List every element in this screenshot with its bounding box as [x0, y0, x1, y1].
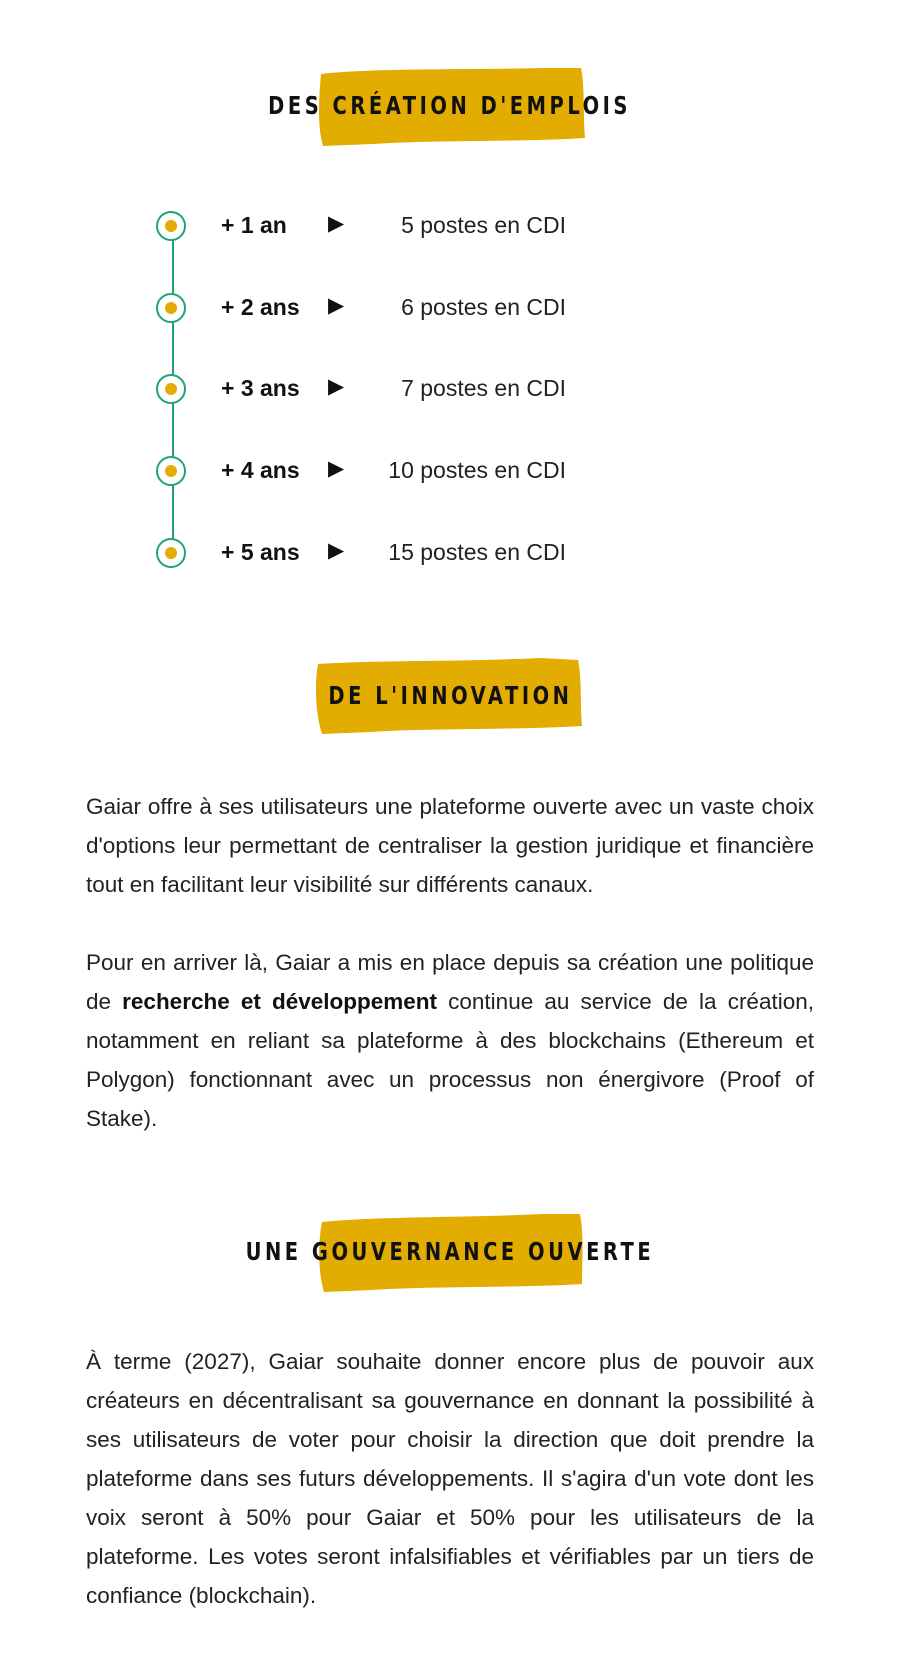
timeline-dot-icon [156, 538, 186, 568]
play-arrow-icon: ▶ [328, 374, 345, 398]
governance-section-heading [0, 1212, 900, 1292]
timeline-value: 5 postes en CDI [401, 212, 566, 238]
innovation-paragraph-2 [86, 943, 814, 1138]
innovation-paragraph-2-highlight: recherche et développement [122, 989, 438, 1014]
timeline-value: 10 postes en CDI [388, 457, 566, 483]
timeline-item [0, 290, 900, 330]
play-arrow-icon: ▶ [328, 456, 345, 480]
governance-paragraph: À terme (2027), Gaiar souhaite donner encore plus de pouvoir aux créateurs en décentralisant sa gouvernance en donnant la possibilité à ses utilisateurs de voter pour choisir la direction que doit prendre la plateforme dans ses futurs développements. Il s'agira d'un vote dont les voix seront à 50% pour Gaiar et 50% pour les utilisateurs de la plateforme. Les votes seront infalsifiables et vérifiables par un tiers de confiance (blockchain). [86, 1349, 814, 1608]
timeline-dot-icon [156, 293, 186, 323]
innovation-paragraph-2-end: continue au service de la création, notamment en reliant sa plateforme à des blockchains (Ethereum et Polygon) fonctionnant avec un processus non énergivore (Proof of Stake). [86, 989, 814, 1131]
timeline-item [0, 453, 900, 493]
innovation-paragraph-2-start: Pour en arriver là, Gaiar a mis en place depuis sa création une politique de [86, 950, 814, 1014]
innovation-section-heading [0, 656, 900, 736]
innovation-paragraph-1: Gaiar offre à ses utilisateurs une plateforme ouverte avec un vaste choix d'options leur permettant de centraliser la gestion juridique et financière tout en facilitant leur visibilité sur différents canaux. [86, 794, 814, 897]
timeline-dot-icon [156, 374, 186, 404]
timeline-year: + 3 ans [221, 375, 300, 401]
timeline-value: 6 postes en CDI [401, 294, 566, 320]
timeline-value: 7 postes en CDI [401, 375, 566, 401]
timeline-item [0, 208, 900, 248]
timeline-year: + 1 an [221, 212, 287, 238]
innovation-section-title: DE L'INNOVATION [327, 681, 573, 710]
timeline-dot-icon [156, 456, 186, 486]
timeline-dot-icon [156, 211, 186, 241]
jobs-section-title: DES CRÉATION D'EMPLOIS [268, 91, 632, 120]
governance-section-title: UNE GOUVERNANCE OUVERTE [245, 1237, 655, 1266]
timeline-year: + 2 ans [221, 294, 300, 320]
timeline-item [0, 535, 900, 575]
timeline-year: + 4 ans [221, 457, 300, 483]
timeline-year: + 5 ans [221, 539, 300, 565]
timeline-value: 15 postes en CDI [388, 539, 566, 565]
play-arrow-icon: ▶ [328, 293, 345, 317]
play-arrow-icon: ▶ [328, 211, 345, 235]
play-arrow-icon: ▶ [328, 538, 345, 562]
timeline-item [0, 371, 900, 411]
jobs-section-heading [0, 66, 900, 146]
